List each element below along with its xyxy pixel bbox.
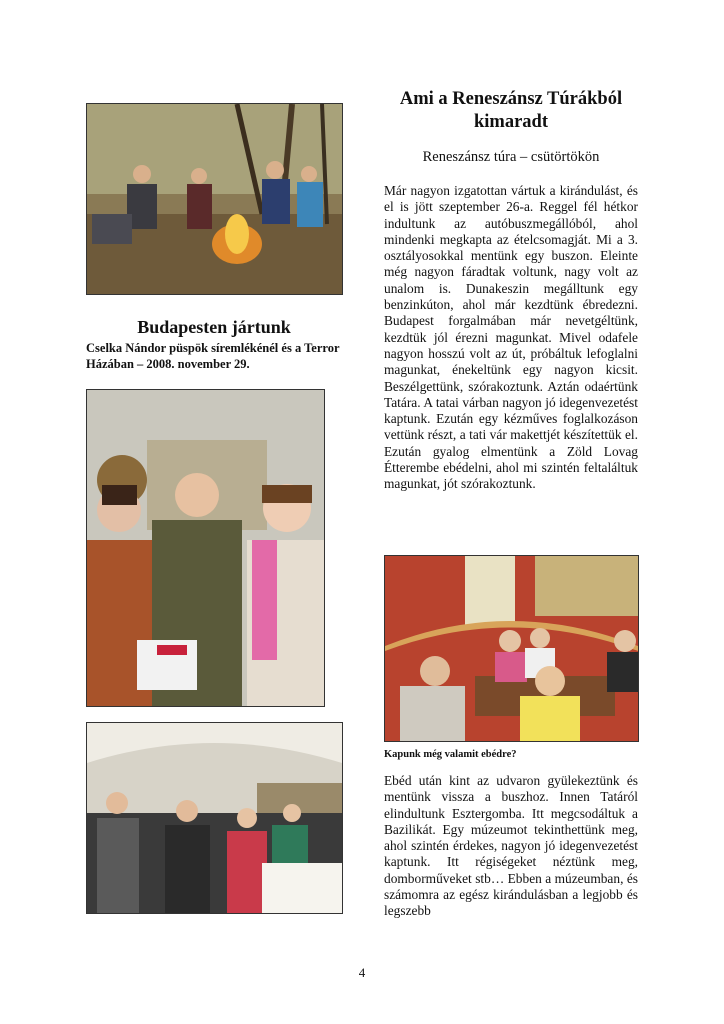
page-number: 4 — [358, 965, 366, 980]
section-title-budapest: Budapesten jártunk — [137, 317, 291, 337]
photo-caption: Kapunk még valamit ebédre? — [384, 749, 517, 760]
campfire-photo — [86, 103, 343, 295]
group-terror-house-photo — [86, 722, 343, 914]
section-subtitle-budapest: Cselka Nándor püspök síremlékénél és a Terror Házában – 2008. november 29. — [86, 341, 340, 371]
article-subtitle: Reneszánsz túra – csütörtökön — [422, 149, 600, 165]
restaurant-lunch-photo — [384, 555, 639, 742]
article-paragraph-1: Már nagyon izgatottan vártuk a kirándulást, és el is jött szeptember 26-a. Reggel fél hétkor indultunk az autóbuszmegállóból, ahol mindenki megkapta az ételcsomagját. Mi a 3. osztályosokkal mentünk egy buszon. Eleinte még nagyon fáradtak voltunk, nagy volt az unalom is. Dunakeszin megálltunk egy benzinkúton, ahol már kezdtünk ébredezni. Budapest forgalmában már nevetgéltünk, kezdtük jól érezni magunkat. Mivel odafele nagyon hosszú volt az út, próbáltuk lefoglalni magunkat, énekeltünk egy nagyon kicsit. Beszélgettünk, szórakoztunk. Aztán odaértünk Tatára. A tatai várban nagyon jó idegenvezetést kaptunk. Ezután egy kézműves foglalkozáson vettünk részt, a tati vár makettjét készítettük el. Ezután gyalog elmentünk a Zöld Lovag Étterembe ebédelni, ahol mi szintén feltaláltuk magunkat, jót szórakoztunk. — [384, 183, 638, 492]
article-paragraph-2: Ebéd után kint az udvaron gyülekeztünk és mentünk vissza a buszhoz. Innen Tatáról elindultunk Esztergomba. Itt megcsodáltuk a Bazilikát. Egy múzeumot tekinthettünk meg, ahol szintén érdekes, nagyon jó idegenvezetést kaptunk. Itt régiségeket néztünk meg, domborműveket stb… Ebben a múzeumban, és számomra az egész kirándulásban a legjobb és legszebb — [384, 773, 638, 919]
article-title: Ami a Reneszánsz Túrákból kimaradt — [399, 89, 623, 132]
students-memorial-photo — [86, 389, 325, 707]
